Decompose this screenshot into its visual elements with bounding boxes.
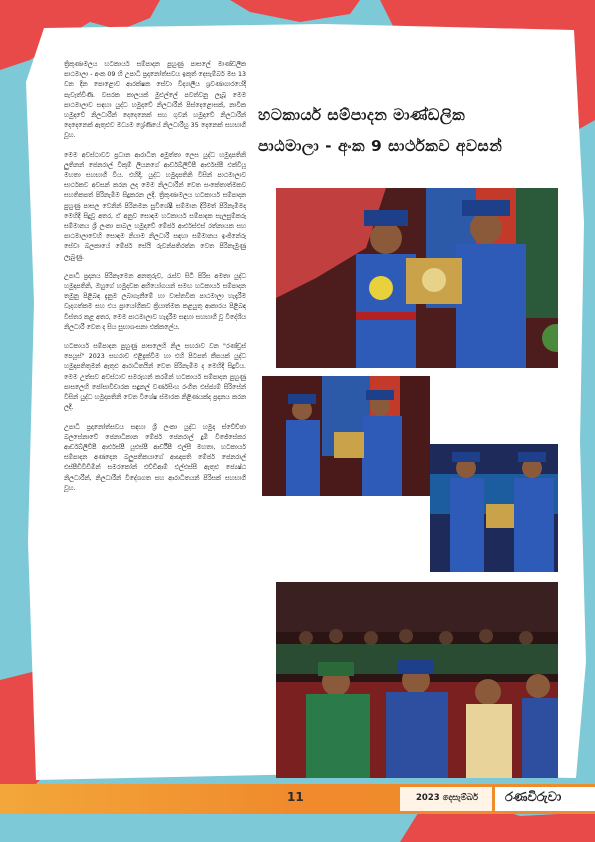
photo-seated-dignitaries [276,582,558,778]
headline-line-1: හටකාර්ය සම්පාදන මාණ්ඩලික [258,106,466,124]
magazine-name: රණවිරුවා [505,790,562,805]
magazine-logo [495,787,595,811]
paragraph-2: මෙම අවස්ථාවට ප්‍රධාන ආරාධිත අමුත්තා ලෙස යුද්ධ හමුදාපතිනි ලුතිනන් ජෙනරාල් විකුම් ලියනගේ ආර්ඩබ්ලිව්පී ආර්එස්පී එක්වියූ මහතා සහභාගී විය. එහිදී, යුද්ධ හමුදාපතිනි විසින් පාඨමාලාව සාර්ථකව අවසන් කරන ලද මෙම නිලධාරීන් වෙත සංකේතාත්මකව සහතිකපත් පිරිනැමීම සිදුකරන ලදී. ත්‍රිකුණාමලය හටකාර්ය සම්පාදන පුහුණු පාසල වෙනින් පිරිනමන සුවිශේෂී සම්මාන දිරිමත් පිරිනැමීමද මෙහිදී සිදුවූ අතර, ඒ අනුව සොඳම හටකාර්ය සම්පාදක සැලසුම්කරු සම්මානය ශ්‍රී ලංකා පාබල හමුදාවේ මේජර් ආර්එස්එස් රත්නායක සහ පාඨමාලාවෙහි සොඳම නියාම නිලධාරී සඳහා සම්මානය ඉංජිනේරු සේවා බලකායේ මේජර් සේයි රුවන්පතිරත්න වෙත පිරිනැමුණු ලැබුණු. [64,151,246,261]
photo-award-presentation-2 [262,376,430,496]
article-headline [258,100,588,162]
paragraph-5: උපාධි ප්‍රදානෝත්සවය සඳහා ශ්‍රී ලංකා යුද්ධ හමුදා ස්වේච්ඡා බලසේනාවේ ජෙනාධිකාන මේජර් ජෙනරාල් දුමී විජේසේකර ආර්ඩබ්ලිව්පී ආර්එස්පී යූඑස්පී ආර්ඩීපී එල්සී මහතා, හටකාර්ය සම්පාදන අණදෙන බලුපතිකයාගේ ආඥාපති මේජර් ජෙනරාල් එස්පීඩීවීඩීමින් සමරකෝන් එච්ඩීආම් එල්එස්සී ඇතුළු ජ්‍යෙෂ්ඨ නිලධාරීන්, නිලධාරීන් විදේශගත සහ ආරාධිතයන් පිරිසක් සහභාගී වූහ. [64,423,246,492]
photo-award-presentation [276,188,558,368]
page-number: 11 [287,790,304,804]
paragraph-4: හටකාර්ය සම්පාදන පුහුණු පාසලෙහි නිල සඟරාව වන "රණ්ඩ්‍රස් පෙයූස්" 2023 සඟරාව එළිදැක්වීම හා එහි පිටපත් කීපයක් යුද්ධ හමුදාපතිතුමන් ඇතුළු ආරාධිතයින් වෙත පිරිනැමීම ද මෙහිදී සිදුවිය. මෙම උත්සව අවස්ථාව සමරුහන් කරමින් හටකාර්ය සම්පාදන පුහුණු පාසලෙහි ජෝසාවිචාරක සඳුනල් වර්ණසිංහ රංගීත එස්ජ්‍යම් සිරිසේන් විසින් යුද්ධ හමුදාපතිනි වෙත විශේෂ ස්මාරක නිළිණයක්ද ප්‍රදානය කරන ලදී. [64,343,246,412]
headline-line-2: පාඨමාලා - අංක 9 සාර්ථකව අවසන් [258,137,503,155]
article-body [64,60,246,503]
photo-award-presentation-3 [430,444,558,572]
issue-date: 2023 දෙසැම්බර් [416,793,478,803]
paragraph-3: උපාධි ප්‍රදානය පිරිනැමෙන අනතුරුව, රැස්ව සිටි පිරිස අමතා යුද්ධ හමුදාපතිනි, ඔහුගේ හමුදාවක අභියෝගයන් සමඟ හටකාර්ය සම්පාදන තමුනු පිළිබඳ දැනුම ලබාගැනීමේ හා වාස්තවික පාඨමාලා හැදෑරීම වැදගත්කම සහ එය ප්‍රායෝගිකව ක්‍රියාත්මක කළයුතු ආකාරය පිළිබඳ විස්තර කළ අතර, මෙම පාඨමාලාව හැදෑරීම සඳහා සහභාගී වූ විදේශීය නිලධාරී වෙත ද සිය සුභාශංසනා එක්කලේය. [64,272,246,331]
issue-date-label [400,787,492,811]
paragraph-1: ත්‍රිකුණාමලය හටකාර්ය සම්පාදන පුහුණු පාසලේ මාණ්ඩලික පාඨමාලා - අංක 09 හි උපාධි ප්‍රදානෝත්සවය ඉකුත් දෙසැම්බර් මස 13 වන දින පොළොව ආරක්ෂක සේවා විද්‍යාලීය ශ්‍රවණාගාරයේදී පැවැත්විණි. වසරක කාලයක් මුළුල්ලේ පවත්වනු ලැබූ මෙම පාඨමාලාව සඳහා යුද්ධ හමුදාවේ නිලධාරීන් පිස්දෙළොසක්, නාවික හමුදාවේ නිලධාරීන් දෙදෙනෙක් සහ ගුවන් හමුදාවේ නිලධාරීන් දෙදෙනෙක් ඇතුළුව මධ්‍යම ශ්‍රේණියේ නිලධාරීහු 35 දෙනෙක් සහභාගී වූහ. [64,61,246,140]
